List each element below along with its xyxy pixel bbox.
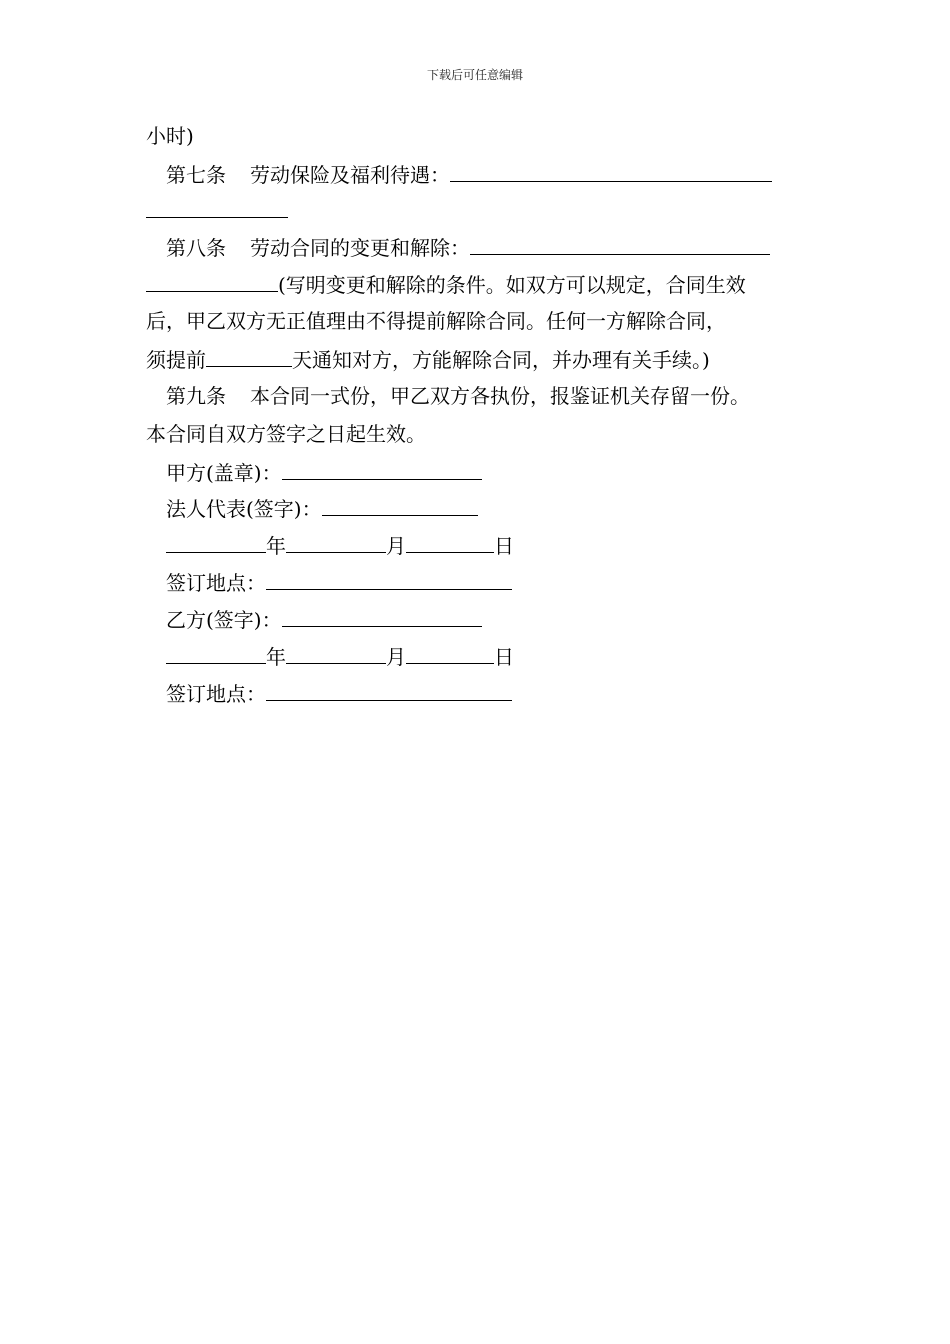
year-label: 年 — [266, 645, 286, 669]
article-8-note-line — [146, 271, 746, 297]
party-a-label: 甲方(盖章)： — [166, 461, 282, 485]
blank-field — [146, 197, 288, 218]
article-7-label: 第七条 — [166, 163, 226, 187]
month-label: 月 — [386, 645, 406, 669]
blank-field — [470, 234, 770, 255]
article-8-cont: 后，甲乙双方无正值理由不得提前解除合同。任何一方解除合同， — [146, 309, 726, 333]
blank-field — [450, 161, 772, 182]
article-9 — [166, 384, 750, 408]
article-8-label: 第八条 — [166, 236, 226, 260]
year-label: 年 — [266, 534, 286, 558]
article-9-text: 本合同一式份，甲乙双方各执份，报鉴证机关存留一份。 — [250, 384, 750, 408]
day-label: 日 — [494, 645, 514, 669]
blank-field — [146, 271, 278, 292]
party-b-label: 乙方(签字)： — [166, 608, 282, 632]
blank-field — [282, 459, 482, 480]
page-header: 下载后可任意编辑 — [426, 68, 523, 82]
blank-field — [206, 346, 292, 367]
blank-field — [322, 495, 478, 516]
notice-suffix: 天通知对方，方能解除合同，并办理有关手续。) — [292, 348, 710, 372]
article-7-cont — [146, 197, 288, 223]
month-label: 月 — [386, 534, 406, 558]
article-8-note: (写明变更和解除的条件。如双方可以规定，合同生效 — [278, 273, 746, 297]
legal-rep-line — [166, 495, 478, 521]
article-7 — [166, 161, 772, 187]
article-7-text: 劳动保险及福利待遇： — [250, 163, 450, 187]
place-label: 签订地点： — [166, 571, 266, 595]
legal-rep-label: 法人代表(签字)： — [166, 497, 322, 521]
blank-field — [406, 643, 494, 664]
blank-field — [266, 680, 512, 701]
date-line-a — [166, 532, 514, 558]
place-label: 签订地点： — [166, 682, 266, 706]
blank-field — [286, 643, 386, 664]
article-9-label: 第九条 — [166, 384, 226, 408]
article-9-cont: 本合同自双方签字之日起生效。 — [146, 422, 426, 446]
blank-field — [166, 532, 266, 553]
blank-field — [282, 606, 482, 627]
article-8 — [166, 234, 770, 260]
blank-field — [406, 532, 494, 553]
article-8-notice — [146, 346, 710, 372]
blank-field — [286, 532, 386, 553]
place-line-b — [166, 680, 512, 706]
day-label: 日 — [494, 534, 514, 558]
place-line-a — [166, 569, 512, 595]
notice-prefix: 须提前 — [146, 348, 206, 372]
line-hours: 小时) — [146, 124, 194, 148]
party-b-line — [166, 606, 482, 632]
blank-field — [166, 643, 266, 664]
article-8-text: 劳动合同的变更和解除： — [250, 236, 470, 260]
party-a-line — [166, 459, 482, 485]
blank-field — [266, 569, 512, 590]
date-line-b — [166, 643, 514, 669]
